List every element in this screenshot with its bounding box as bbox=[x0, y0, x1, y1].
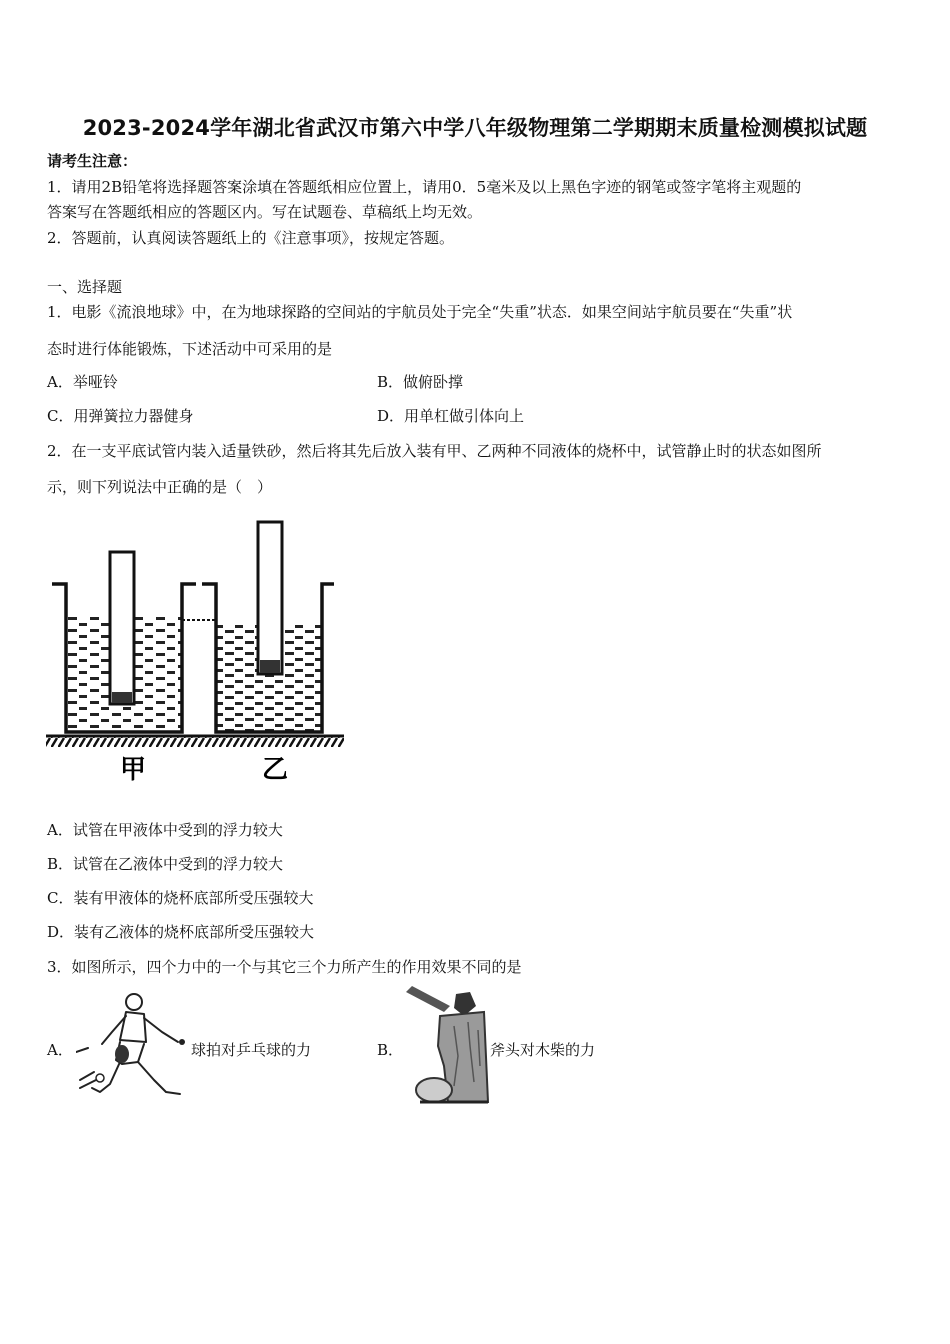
right-iron-sand bbox=[260, 660, 280, 673]
q1-option-c: C．用弹簧拉力器健身 bbox=[47, 407, 194, 425]
q3-option-b-text: 斧头对木柴的力 bbox=[490, 1041, 596, 1059]
q2-stem-line-1: 2．在一支平底试管内装入适量铁砂，然后将其先后放入装有甲、乙两种不同液体的烧杯中，试管静止时的状态如图所 bbox=[47, 442, 822, 460]
left-test-tube bbox=[110, 552, 134, 704]
notice-line-1a: 1．请用2B铅笔将选择题答案涂填在答题纸相应位置上，请用0．5毫米及以上黑色字迹的钢笔或签字笔将主观题的 bbox=[47, 178, 802, 196]
right-test-tube bbox=[258, 522, 282, 674]
left-iron-sand bbox=[112, 692, 132, 703]
beaker-figure bbox=[44, 518, 349, 788]
q3-stem: 3．如图所示，四个力中的一个与其它三个力所产生的作用效果不同的是 bbox=[47, 958, 522, 976]
q3-option-a-letter: A． bbox=[47, 1041, 73, 1059]
section-heading: 一、选择题 bbox=[47, 278, 123, 296]
notice-line-1b: 答案写在答题纸相应的答题区内。写在试题卷、草稿纸上均无效。 bbox=[47, 203, 483, 221]
notice-line-2: 2．答题前，认真阅读答题纸上的《注意事项》，按规定答题。 bbox=[47, 229, 455, 247]
ground-hatch bbox=[46, 737, 344, 747]
q3-option-a-text: 球拍对乒乓球的力 bbox=[191, 1041, 312, 1059]
q2-option-b: B．试管在乙液体中受到的浮力较大 bbox=[47, 855, 284, 873]
q1-option-d: D．用单杠做引体向上 bbox=[377, 407, 525, 425]
label-jia: 甲 bbox=[120, 755, 147, 785]
notice-heading: 请考生注意： bbox=[47, 152, 138, 170]
q1-stem-line-1: 1．电影《流浪地球》中，在为地球探路的空间站的宇航员处于完全“失重”状态．如果空间站宇航员要在“失重”状 bbox=[47, 303, 793, 321]
q1-option-b: B．做俯卧撑 bbox=[377, 373, 464, 391]
q3-option-b-letter: B． bbox=[377, 1041, 404, 1059]
label-yi: 乙 bbox=[262, 755, 289, 785]
q2-option-d: D．装有乙液体的烧杯底部所受压强较大 bbox=[47, 923, 315, 941]
q2-option-a: A．试管在甲液体中受到的浮力较大 bbox=[47, 821, 283, 839]
q1-option-a: A．举哑铃 bbox=[47, 373, 118, 391]
axe-chopping-wood-image bbox=[404, 986, 492, 1104]
q2-option-c: C．装有甲液体的烧杯底部所受压强较大 bbox=[47, 889, 314, 907]
q2-stem-line-2: 示，则下列说法中正确的是（ ） bbox=[47, 478, 273, 496]
ping-pong-player-image bbox=[76, 988, 188, 1102]
page-title: 2023-2024学年湖北省武汉市第六中学八年级物理第二学期期末质量检测模拟试题 bbox=[82, 116, 868, 140]
q1-stem-line-2: 态时进行体能锻炼，下述活动中可采用的是 bbox=[47, 340, 333, 358]
